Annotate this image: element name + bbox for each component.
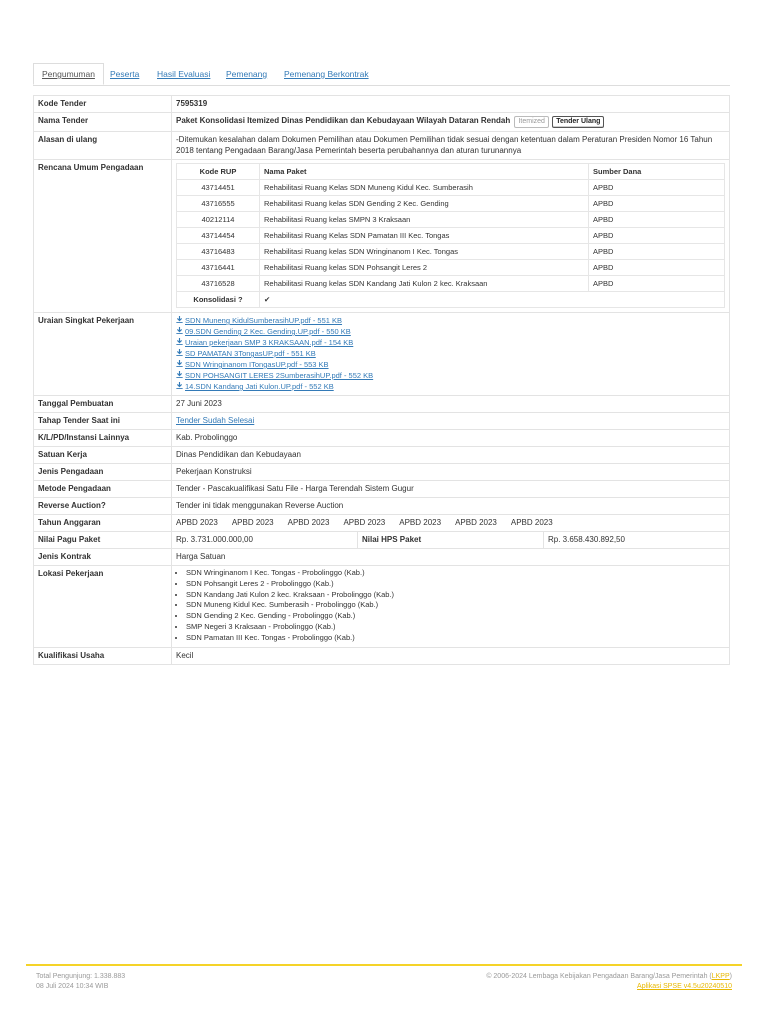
tahun-anggaran-item: APBD 2023	[231, 518, 274, 527]
lokasi-item: • SDN Gending 2 Kec. Gending - Probolinggo (Kab.)	[186, 611, 725, 622]
rup-row	[177, 244, 725, 260]
tahun-anggaran-item: APBD 2023	[510, 518, 553, 527]
rup-cell-sumber: APBD	[589, 244, 725, 260]
row-kode-tender	[34, 96, 730, 113]
row-pagu-hps	[34, 532, 730, 549]
rup-cell-code: 40212114	[177, 212, 260, 228]
rup-cell-nama: Rehabilitasi Ruang Kelas SDN Muneng Kidul Kec. Sumberasih	[260, 180, 589, 196]
value-kualifikasi: Kecil	[172, 647, 730, 664]
tab-peserta[interactable]: Peserta	[110, 69, 140, 79]
row-rup	[34, 160, 730, 313]
row-satuan	[34, 447, 730, 464]
tab-pemenang[interactable]: Pemenang	[226, 69, 268, 79]
rup-cell-code: 43714451	[177, 180, 260, 196]
rup-cell-nama: Rehabilitasi Ruang kelas SDN Kandang Jati Kulon 2 kec. Kraksaan	[260, 276, 589, 292]
label-nama-tender: Nama Tender	[34, 113, 172, 132]
tab-pemenang-berkontrak[interactable]: Pemenang Berkontrak	[284, 69, 369, 79]
value-satuan: Dinas Pendidikan dan Kebudayaan	[172, 447, 730, 464]
rup-header-kode: Kode RUP	[177, 164, 260, 180]
tab-hasil-evaluasi[interactable]: Hasil Evaluasi	[157, 69, 211, 79]
rup-cell-sumber: APBD	[589, 196, 725, 212]
file-name: SDN Muneng KidulSumberasihUP.pdf - 551 KB	[185, 316, 343, 325]
tab-pengumuman[interactable]: Pengumuman	[33, 63, 104, 85]
app-version-link[interactable]: Aplikasi SPSE v4.5u20240510	[637, 983, 732, 990]
download-icon	[176, 370, 183, 381]
label-lokasi: Lokasi Pekerjaan	[34, 566, 172, 648]
value-kode-tender: 7595319	[172, 96, 730, 113]
rup-row	[177, 228, 725, 244]
rup-cell-code: 43714454	[177, 228, 260, 244]
value-pagu: Rp. 3.731.000.000,00	[172, 532, 358, 549]
check-icon: ✔	[260, 292, 725, 308]
label-hps: Nilai HPS Paket	[358, 532, 544, 549]
row-tahun	[34, 515, 730, 532]
copyright-text: © 2006-2024 Lembaga Kebijakan Pengadaan Barang/Jasa Pemerintah (	[486, 973, 712, 980]
label-tanggal: Tanggal Pembuatan	[34, 396, 172, 413]
label-kualifikasi: Kualifikasi Usaha	[34, 647, 172, 664]
itemized-badge: Itemized	[514, 116, 548, 128]
value-metode: Tender - Pascakualifikasi Satu File - Harga Terendah Sistem Gugur	[172, 481, 730, 498]
footer-right	[486, 972, 732, 992]
rup-cell	[172, 160, 730, 313]
value-klpd: Kab. Probolinggo	[172, 430, 730, 447]
download-icon	[176, 315, 183, 326]
tahun-anggaran-item: APBD 2023	[176, 518, 218, 527]
rup-row	[177, 260, 725, 276]
download-icon	[176, 359, 183, 370]
tender-ulang-button[interactable]: Tender Ulang	[552, 116, 604, 128]
download-icon	[176, 326, 183, 337]
rup-cell-nama: Rehabilitasi Ruang kelas SDN Wringinanom I Kec. Tongas	[260, 244, 589, 260]
label-uraian: Uraian Singkat Pekerjaan	[34, 313, 172, 396]
lokasi-cell	[172, 566, 730, 648]
tahun-anggaran-item: APBD 2023	[287, 518, 330, 527]
row-jenis-pengadaan	[34, 464, 730, 481]
footer-left	[36, 972, 125, 992]
rup-row	[177, 276, 725, 292]
label-satuan: Satuan Kerja	[34, 447, 172, 464]
rup-cell-sumber: APBD	[589, 260, 725, 276]
row-kualifikasi	[34, 647, 730, 664]
file-name: SDN POHSANGIT LERES 2SumberasihUP.pdf - 552 KB	[185, 371, 374, 380]
tender-detail-table	[33, 95, 730, 665]
value-reverse: Tender ini tidak menggunakan Reverse Auction	[172, 498, 730, 515]
rup-cell-code: 43716528	[177, 276, 260, 292]
rup-cell-nama: Rehabilitasi Ruang kelas SDN Gending 2 Kec. Gending	[260, 196, 589, 212]
tahap-link[interactable]: Tender Sudah Selesai	[176, 416, 255, 425]
file-name: 14.SDN Kandang Jati Kulon.UP.pdf - 552 KB	[185, 382, 334, 391]
row-metode	[34, 481, 730, 498]
label-rup: Rencana Umum Pengadaan	[34, 160, 172, 313]
label-jenis-pengadaan: Jenis Pengadaan	[34, 464, 172, 481]
file-name: SD PAMATAN 3TongasUP.pdf - 551 KB	[185, 349, 316, 358]
tahun-anggaran-item: APBD 2023	[343, 518, 386, 527]
uraian-files	[172, 313, 730, 396]
rup-cell-nama: Rehabilitasi Ruang kelas SMPN 3 Kraksaan	[260, 212, 589, 228]
rup-cell-code: 43716441	[177, 260, 260, 276]
row-tanggal	[34, 396, 730, 413]
download-icon	[176, 348, 183, 359]
tahun-anggaran-list	[172, 515, 730, 532]
value-hps: Rp. 3.658.430.892,50	[544, 532, 730, 549]
visitor-count: Total Pengunjung: 1.338.883	[36, 973, 126, 980]
label-reverse: Reverse Auction?	[34, 498, 172, 515]
label-metode: Metode Pengadaan	[34, 481, 172, 498]
file-name: Uraian pekerjaan SMP 3 KRAKSAAN.pdf - 154 KB	[185, 338, 354, 347]
download-icon	[176, 337, 183, 348]
value-jenis-kontrak: Harga Satuan	[172, 549, 730, 566]
tahun-anggaran-item: APBD 2023	[455, 518, 497, 527]
file-download-link[interactable]	[176, 381, 725, 392]
rup-cell-sumber: APBD	[589, 228, 725, 244]
rup-cell-nama: Rehabilitasi Ruang Kelas SDN Pamatan III Kec. Tongas	[260, 228, 589, 244]
footer	[26, 964, 742, 990]
row-jenis-kontrak	[34, 549, 730, 566]
lokasi-item: • SDN Kandang Jati Kulon 2 kec. Kraksaan - Probolinggo (Kab.)	[186, 590, 725, 601]
rup-row	[177, 212, 725, 228]
file-download-link[interactable]	[176, 337, 725, 348]
download-icon	[176, 381, 183, 392]
file-download-link[interactable]	[176, 370, 725, 381]
tab-bar	[33, 63, 730, 86]
lkpp-link[interactable]: LKPP	[711, 973, 730, 980]
file-download-link[interactable]	[176, 348, 725, 359]
file-download-link[interactable]	[176, 326, 725, 337]
rup-cell-sumber: APBD	[589, 212, 725, 228]
file-name: 09.SDN Gending 2 Kec. Gending.UP.pdf - 550 KB	[185, 327, 351, 336]
lokasi-item: • SDN Muneng Kidul Kec. Sumberasih - Probolinggo (Kab.)	[186, 600, 725, 611]
label-tahun: Tahun Anggaran	[34, 515, 172, 532]
rup-cell-code: 43716555	[177, 196, 260, 212]
label-tahap: Tahap Tender Saat ini	[34, 413, 172, 430]
value-jenis-pengadaan: Pekerjaan Konstruksi	[172, 464, 730, 481]
file-name: SDN Wringinanom ITongasUP.pdf - 553 KB	[185, 360, 329, 369]
lokasi-list	[176, 568, 725, 644]
label-alasan: Alasan di ulang	[34, 132, 172, 160]
lokasi-item: • SDN Wringinanom I Kec. Tongas - Probolinggo (Kab.)	[186, 568, 725, 579]
lokasi-item: • SDN Pohsangit Leres 2 - Probolinggo (Kab.)	[186, 579, 725, 590]
copyright-line	[486, 972, 732, 982]
row-lokasi	[34, 566, 730, 648]
lokasi-item: • SMP Negeri 3 Kraksaan - Probolinggo (Kab.)	[186, 622, 725, 633]
rup-cell-sumber: APBD	[589, 180, 725, 196]
label-kode-tender: Kode Tender	[34, 96, 172, 113]
rup-header-sumber: Sumber Dana	[589, 164, 725, 180]
value-tanggal: 27 Juni 2023	[172, 396, 730, 413]
value-nama-tender-cell	[172, 113, 730, 132]
footer-datetime: 08 Juli 2024 10:34 WIB	[36, 983, 109, 990]
label-jenis-kontrak: Jenis Kontrak	[34, 549, 172, 566]
row-uraian	[34, 313, 730, 396]
row-reverse	[34, 498, 730, 515]
rup-row	[177, 180, 725, 196]
rup-cell-code: 43716483	[177, 244, 260, 260]
rup-row	[177, 196, 725, 212]
row-tahap	[34, 413, 730, 430]
lokasi-item: • SDN Pamatan III Kec. Tongas - Probolinggo (Kab.)	[186, 633, 725, 644]
label-klpd: K/L/PD/Instansi Lainnya	[34, 430, 172, 447]
rup-cell-nama: Rehabilitasi Ruang kelas SDN Pohsangit Leres 2	[260, 260, 589, 276]
konsolidasi-label: Konsolidasi ?	[177, 292, 260, 308]
row-klpd	[34, 430, 730, 447]
row-alasan	[34, 132, 730, 160]
rup-cell-sumber: APBD	[589, 276, 725, 292]
label-pagu: Nilai Pagu Paket	[34, 532, 172, 549]
value-alasan: -Ditemukan kesalahan dalam Dokumen Pemilihan atau Dokumen Pemilihan tidak sesuai dengan ketentuan dalam Peraturan Presiden Nomor 16 Tahun 2018 tentang Pengadaan Barang/Jasa Pemerintah beserta perubahannya dan aturan turunannya	[172, 132, 730, 160]
rup-header-nama: Nama Paket	[260, 164, 589, 180]
file-download-link[interactable]	[176, 315, 725, 326]
rup-table	[176, 163, 725, 308]
tahap-cell	[172, 413, 730, 430]
row-nama-tender	[34, 113, 730, 132]
copyright-close: )	[729, 973, 732, 980]
tahun-anggaran-item: APBD 2023	[399, 518, 442, 527]
file-download-link[interactable]	[176, 359, 725, 370]
value-nama-tender: Paket Konsolidasi Itemized Dinas Pendidikan dan Kebudayaan Wilayah Dataran Rendah	[176, 116, 511, 125]
